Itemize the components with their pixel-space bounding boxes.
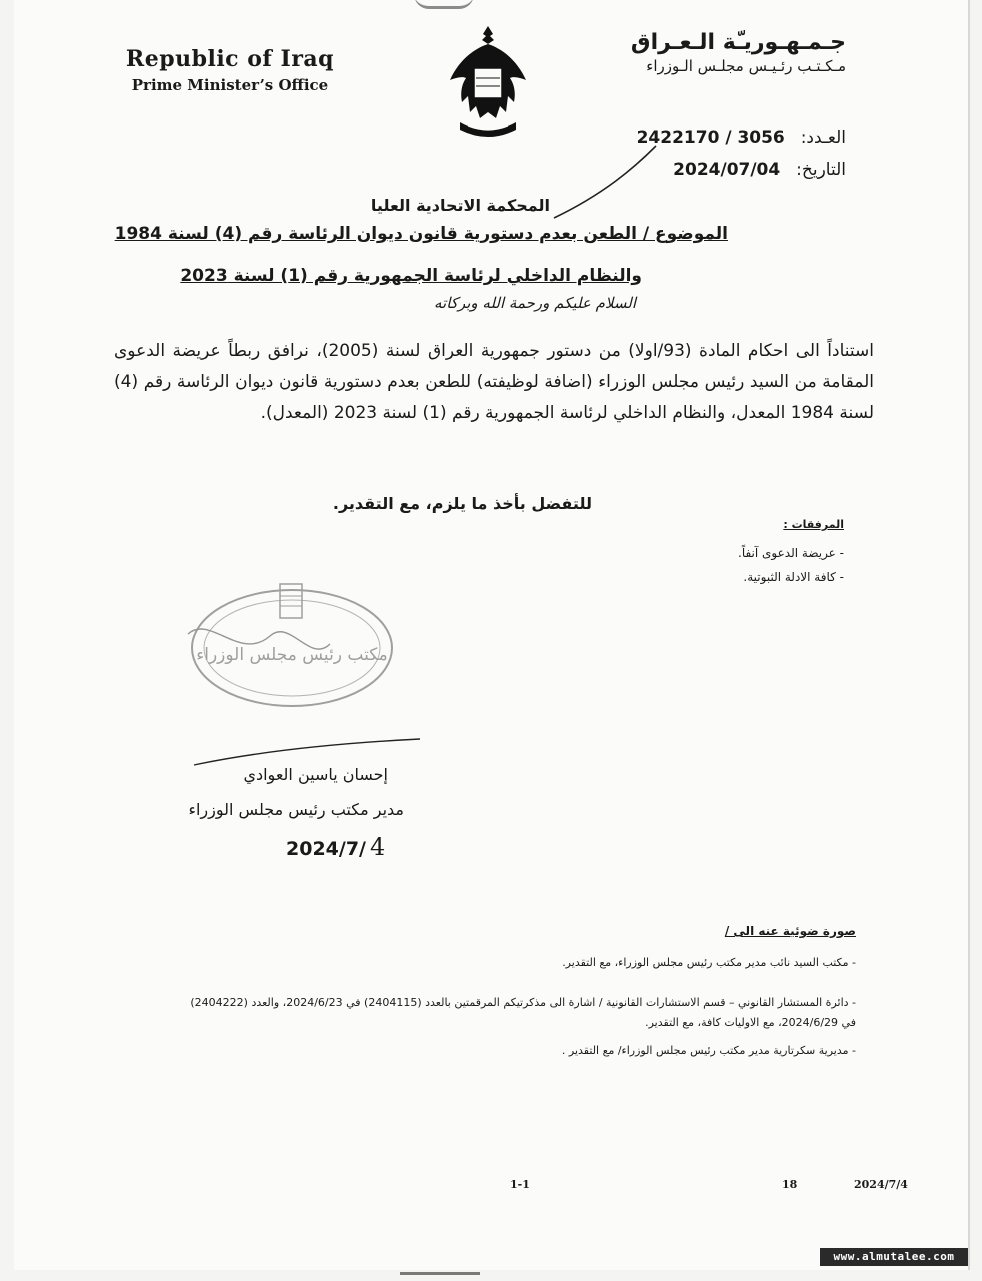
office-stamp — [180, 574, 400, 714]
attachments-title: المرفقات : — [783, 518, 844, 531]
footer-page-number: 1-1 — [510, 1178, 530, 1191]
header-english — [110, 46, 350, 94]
country-name-en: Republic of Iraq — [125, 46, 335, 72]
scan-edge-mark — [414, 0, 474, 9]
iraq-eagle-emblem-icon — [446, 22, 530, 140]
letter-date — [673, 160, 846, 180]
addressee: المحكمة الاتحادية العليا — [370, 196, 550, 215]
document-page — [14, 0, 970, 1270]
copy-item: - مكتب السيد نائب مدير مكتب رئيس مجلس الوزراء، مع التقدير. — [562, 956, 856, 969]
signature-date-handwritten: 4 — [369, 833, 386, 861]
office-name-en: Prime Minister’s Office — [131, 76, 329, 94]
signature-date — [286, 833, 385, 861]
footer-sheet-number: 18 — [782, 1178, 798, 1191]
closing-line: للتفضل بأخذ ما يلزم، مع التقدير. — [332, 494, 592, 513]
reference-number — [637, 128, 846, 148]
letter-date-label: التاريخ: — [796, 160, 846, 180]
letter-body: استناداً الى احكام المادة (93/اولا) من دستور جمهورية العراق لسنة (2005)، نرافق ربطاً عريضة الدعوى المقامة من السيد رئيس مجلس الوزراء (اضافة لوظيفته) للطعن بعدم دستورية قانون ديوان الرئاسة رقم (4) لسنة 1984 المعدل، والنظام الداخلي لرئاسة الجمهورية رقم (1) لسنة 2023 (المعدل). — [114, 341, 875, 423]
reference-number-value: 2422170 / 3056 — [636, 128, 785, 148]
copy-item: - مديرية سكرتارية مدير مكتب رئيس مجلس الوزراء/ مع التقدير . — [561, 1044, 856, 1057]
header-arabic — [586, 30, 846, 75]
office-name-ar: مـكـتـب رئـيـس مجلـس الـوزراء — [646, 57, 846, 75]
signature-scribble — [192, 737, 422, 767]
signer-title: مدير مكتب رئيس مجلس الوزراء — [188, 800, 404, 819]
copy-item: - دائرة المستشار القانوني – قسم الاستشارات القانونية / اشارة الى مذكرتيكم المرقمتين بالعدد (2404115) في 2024/6/23، والعدد (2404222) — [190, 996, 856, 1009]
site-watermark: www.almutalee.com — [820, 1248, 968, 1266]
country-name-ar: جـمـهـوريـّة الـعـراق — [630, 30, 846, 55]
copy-item-continued: في 2024/6/29، مع الاوليات كافة، مع التقدير. — [645, 1016, 856, 1029]
signature-date-printed: 2024/7/ — [286, 838, 366, 860]
copies-title: صورة ضوئية عنه الى / — [724, 924, 856, 938]
footer-date: 2024/7/4 — [854, 1178, 908, 1191]
attachment-item: - عريضة الدعوى آنفاً. — [738, 546, 844, 560]
subject-line-1: الموضوع / الطعن بعدم دستورية قانون ديوان الرئاسة رقم (4) لسنة 1984 — [114, 224, 728, 244]
handwritten-slash-mark — [544, 142, 664, 222]
letter-date-value: 2024/07/04 — [673, 160, 781, 180]
subject-line-2: والنظام الداخلي لرئاسة الجمهورية رقم (1) لسنة 2023 — [180, 266, 642, 286]
greeting: السلام عليكم ورحمة الله وبركاته — [434, 294, 636, 312]
stamp-text: مكتب رئيس مجلس الوزراء — [196, 645, 388, 665]
attachment-item: - كافة الادلة الثبوتية. — [743, 570, 844, 584]
reference-number-label: العـدد: — [800, 128, 846, 148]
signer-name: إحسان ياسين العوادي — [243, 765, 388, 784]
